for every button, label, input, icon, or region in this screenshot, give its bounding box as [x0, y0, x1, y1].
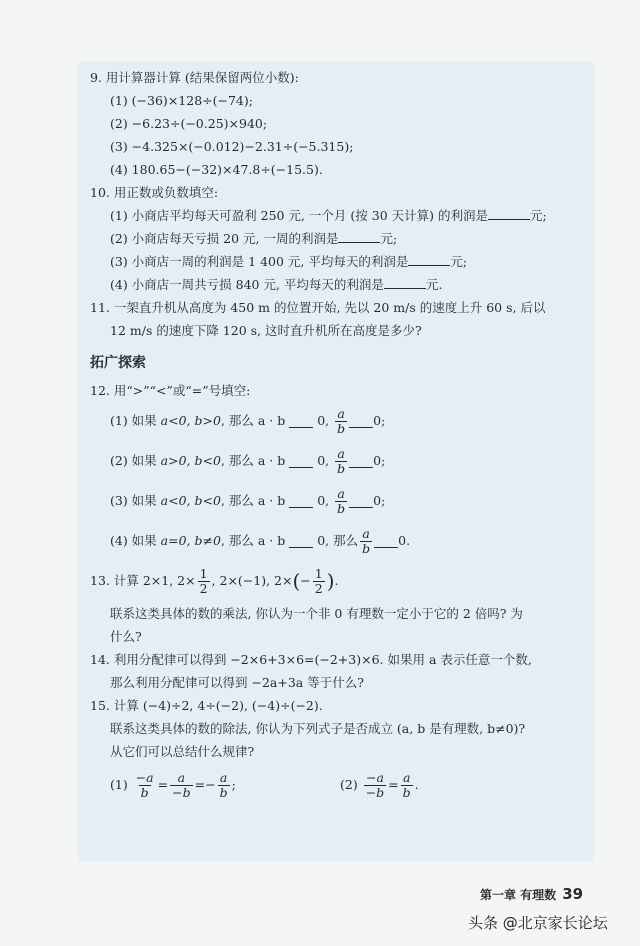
answer-blank[interactable]: [408, 252, 450, 266]
formula-label: (2): [340, 777, 358, 792]
fraction-numerator: a: [177, 769, 186, 785]
q10-item-1-text: (1) 小商店平均每天可盈利 250 元, 一个月 (按 30 天计算) 的利润是: [110, 208, 488, 223]
q10-item-2-text: (2) 小商店每天亏损 20 元, 一周的利润是: [110, 231, 339, 246]
q11-line-2: 12 m/s 的速度下降 120 s, 这时直升机所在高度是多少?: [110, 323, 422, 338]
fraction-denominator: b: [337, 460, 346, 476]
fraction-numerator: a: [337, 445, 345, 461]
q10-title: 10. 用正数或负数填空:: [90, 185, 219, 200]
q12-item-2: [90, 441, 590, 481]
q12-item-3-end: 0;: [373, 493, 386, 508]
q14-line-1: 14. 利用分配律可以得到 −2×6+3×6=(−2+3)×6. 如果用 a 表示任意一个数,: [90, 652, 532, 667]
answer-blank[interactable]: [349, 414, 373, 428]
q13-period: .: [334, 573, 339, 588]
q9-item-3: (3) −4.325×(−0.012)−2.31÷(−5.315);: [110, 139, 354, 154]
right-paren: ): [326, 569, 335, 593]
watermark: 头条 @北京家长论坛: [468, 914, 608, 932]
fraction-numerator: 1: [199, 565, 208, 581]
q12-title: 12. 用“>”“<”或“=”号填空:: [90, 383, 251, 398]
fraction-denominator: b: [219, 784, 228, 800]
fraction-numerator: 1: [314, 565, 323, 581]
fraction: [170, 771, 192, 800]
fraction: [401, 771, 413, 800]
fraction-denominator: −b: [365, 784, 385, 800]
q13-line-1: [90, 561, 590, 601]
q9-item-4: (4) 180.65−(−32)×47.8÷(−15.5).: [110, 162, 323, 177]
q15-line-1: 15. 计算 (−4)÷2, 4÷(−2), (−4)÷(−2).: [90, 698, 323, 713]
fraction-denominator: b: [402, 784, 411, 800]
q12-item-2-sep: 0,: [317, 453, 330, 468]
q12-item-1-end: 0;: [373, 413, 386, 428]
fraction-denominator: 2: [199, 580, 208, 596]
q10-item-4-text: (4) 小商店一周共亏损 840 元, 平均每天的利润是: [110, 277, 384, 292]
fraction: [364, 771, 386, 800]
q10-item-4: [90, 275, 590, 295]
q15-line-3: 从它们可以总结什么规律?: [110, 744, 255, 759]
q12-item-4-end: 0.: [398, 533, 411, 548]
q12-item-1: [90, 401, 590, 441]
fraction-numerator: a: [219, 769, 228, 785]
fraction: [335, 487, 347, 516]
q12-item-3-condition: a<0, b<0: [160, 493, 221, 508]
fraction: [134, 771, 156, 800]
q12-item-3-sep: 0,: [317, 493, 330, 508]
answer-blank[interactable]: [338, 229, 380, 243]
q10-item-2-unit: 元;: [380, 231, 398, 246]
q15-line-2: 联系这类具体的数的除法, 你认为下列式子是否成立 (a, b 是有理数, b≠0)?: [110, 721, 526, 736]
formula-label: (1): [110, 777, 128, 792]
q11-line-1: 11. 一架直升机从高度为 450 m 的位置开始, 先以 20 m/s 的速度上升 60 s, 后以: [90, 300, 546, 315]
answer-blank[interactable]: [488, 206, 530, 220]
q15-formula-1: [90, 771, 340, 800]
fraction-numerator: a: [337, 405, 345, 421]
fraction-numerator: a: [337, 485, 345, 501]
fraction-numerator: −a: [365, 769, 384, 785]
answer-blank[interactable]: [289, 534, 313, 548]
q12-item-4: [90, 521, 590, 561]
q10-item-1: [90, 206, 590, 226]
q12-item-1-middle: , 那么 a · b: [220, 413, 286, 428]
page-footer: [480, 885, 583, 903]
q13-prefix: 13. 计算 2×1, 2×: [90, 573, 196, 588]
q12-item-4-prefix: (4) 如果: [110, 533, 157, 548]
fraction-denominator: −b: [172, 784, 191, 800]
q9-item-2: (2) −6.23÷(−0.25)×940;: [110, 116, 268, 131]
q13-line-3: 什么?: [110, 629, 142, 644]
q10-item-3-text: (3) 小商店一周的利润是 1 400 元, 平均每天的利润是: [110, 254, 409, 269]
q13-line-2: 联系这类具体的数的乘法, 你认为一个非 0 有理数一定小于它的 2 倍吗? 为: [110, 606, 523, 621]
q9-title: 9. 用计算器计算 (结果保留两位小数):: [90, 70, 299, 85]
answer-blank[interactable]: [349, 494, 373, 508]
answer-blank[interactable]: [374, 534, 398, 548]
q12-item-2-middle: , 那么 a · b: [220, 453, 286, 468]
exercise-content: [90, 68, 590, 808]
fraction-denominator: b: [140, 784, 149, 800]
formula-end: ;: [231, 777, 236, 792]
fraction-denominator: 2: [314, 580, 323, 596]
fraction-numerator: a: [362, 525, 370, 541]
fraction-half: [313, 567, 325, 596]
answer-blank[interactable]: [289, 454, 313, 468]
chapter-title: 第一章 有理数: [480, 888, 557, 902]
q15-formula-2: [340, 771, 419, 800]
answer-blank[interactable]: [289, 414, 313, 428]
q12-item-2-prefix: (2) 如果: [110, 453, 157, 468]
q12-item-1-condition: a<0, b>0: [160, 413, 221, 428]
q13-negative-sign: −: [300, 573, 311, 588]
fraction: [360, 527, 372, 556]
left-paren: (: [292, 569, 301, 593]
q12-item-3-middle: , 那么 a · b: [220, 493, 286, 508]
q12-item-3-prefix: (3) 如果: [110, 493, 157, 508]
fraction: [335, 407, 347, 436]
q13-middle: , 2×(−1), 2×: [211, 573, 293, 588]
fraction-numerator: a: [402, 769, 411, 785]
answer-blank[interactable]: [384, 275, 426, 289]
q10-item-3: [90, 252, 590, 272]
fraction: [335, 447, 347, 476]
section-title: 拓广探索: [90, 355, 146, 371]
fraction-denominator: b: [337, 500, 346, 516]
q15-formulas: [90, 762, 590, 808]
q12-item-4-middle: , 那么 a · b: [220, 533, 286, 548]
fraction: [218, 771, 230, 800]
q10-item-1-unit: 元;: [530, 208, 547, 223]
fraction-numerator: −a: [135, 769, 154, 785]
q12-item-4-condition: a=0, b≠0: [160, 533, 221, 548]
q12-item-4-sep: 0, 那么: [317, 533, 359, 548]
q12-item-1-prefix: (1) 如果: [110, 413, 157, 428]
fraction-denominator: b: [337, 420, 346, 436]
q12-item-1-sep: 0,: [317, 413, 330, 428]
q12-item-2-condition: a>0, b<0: [160, 453, 221, 468]
equals-sign: =: [157, 777, 169, 792]
q12-item-3: [90, 481, 590, 521]
q10-item-2: [90, 229, 590, 249]
answer-blank[interactable]: [289, 494, 313, 508]
q10-item-4-unit: 元.: [425, 277, 443, 292]
fraction-half: [198, 567, 210, 596]
equals-sign: =: [388, 777, 399, 792]
q9-item-1: (1) (−36)×128÷(−74);: [110, 93, 253, 108]
page-number: 39: [562, 885, 584, 903]
q10-item-3-unit: 元;: [450, 254, 468, 269]
formula-end: .: [414, 777, 419, 792]
answer-blank[interactable]: [349, 454, 373, 468]
equals-sign: =−: [194, 777, 216, 792]
q14-line-2: 那么利用分配律可以得到 −2a+3a 等于什么?: [110, 675, 364, 690]
fraction-denominator: b: [362, 540, 371, 556]
q12-item-2-end: 0;: [373, 453, 386, 468]
